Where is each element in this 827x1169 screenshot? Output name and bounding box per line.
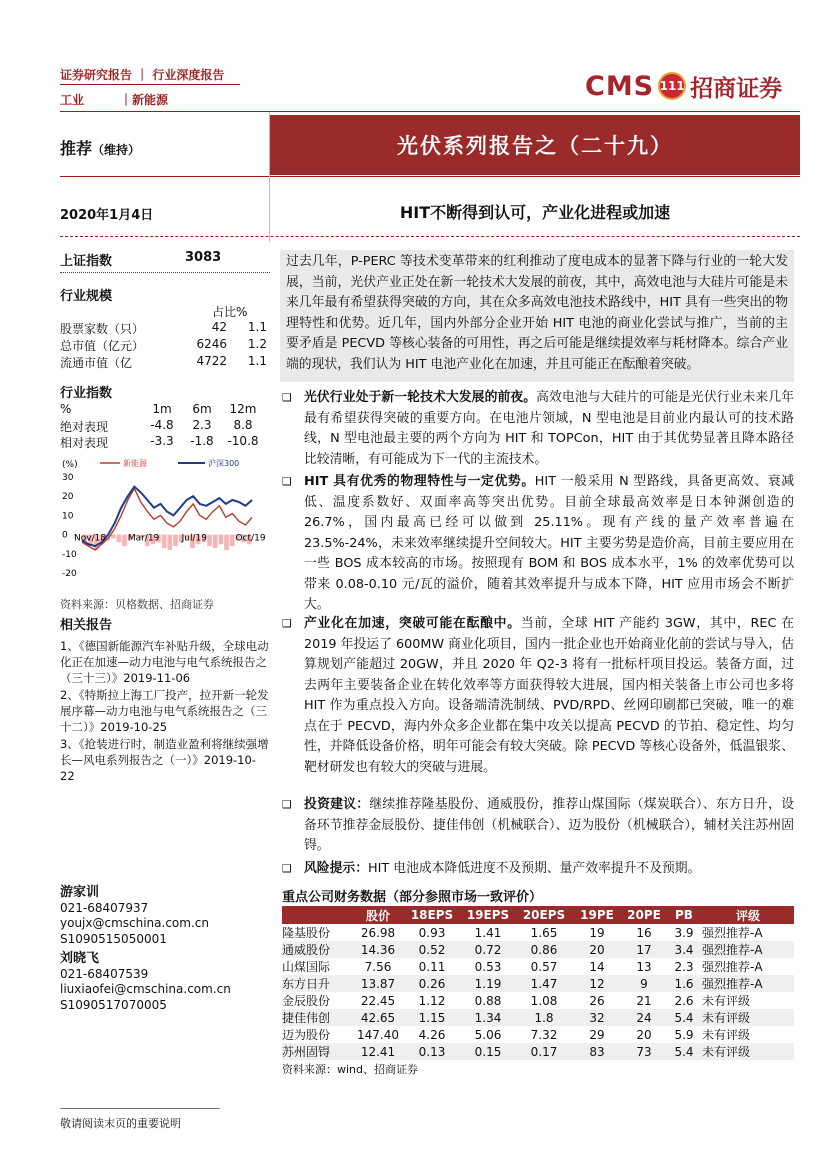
legend-label-csi300: 沪深300 xyxy=(208,459,240,468)
logo-badge-icon: 111 xyxy=(658,72,686,100)
index-perf-value: -3.3 xyxy=(150,434,174,448)
table-row xyxy=(282,958,794,975)
bullet-point xyxy=(282,614,794,778)
subtitle-rule xyxy=(60,236,800,237)
relative-bar xyxy=(117,535,122,543)
table-header: 股价 xyxy=(352,906,404,924)
table-cell: 5.9 xyxy=(674,1027,694,1042)
scale-row-pct: 1.2 xyxy=(247,337,267,351)
bullet-heading: 风险提示： xyxy=(304,861,368,876)
company-name-cell: 东方日升 xyxy=(282,975,352,992)
table-cell: 1.19 xyxy=(460,975,516,992)
report-subtitle: HIT不断得到认可，产业化进程或加速 xyxy=(399,203,671,222)
author-name: 游家训 xyxy=(60,885,100,900)
scale-row xyxy=(60,320,270,337)
report-title: 光伏系列报告之（二十九） xyxy=(270,115,800,175)
table-cell: 0.88 xyxy=(474,993,502,1008)
table-header: 19PE xyxy=(572,906,622,924)
scale-row-label: 流通市值（亿 xyxy=(60,356,133,370)
report-category: 证券研究报告 ｜ 行业深度报告 xyxy=(60,68,225,82)
y-tick-label: 0 xyxy=(62,530,68,541)
table-source: 资料来源：wind、招商证券 xyxy=(282,1063,419,1076)
company-name-cell: 迈为股份 xyxy=(282,1028,331,1042)
table-cell: 5.4 xyxy=(666,1009,702,1026)
index-perf-row xyxy=(60,418,270,434)
rating-cell: 强烈推荐-A xyxy=(702,960,763,974)
bullet-text: HIT 电池成本降低进度不及预期、量产效率提升不及预期。 xyxy=(367,861,701,876)
table-cell: 1.34 xyxy=(460,1009,516,1026)
summary-box: 过去几年，P-PERC 等技术变革带来的红利推动了度电成本的显著下降与行业的一轮大发展，当前，光伏产业正处在新一轮技术大发展的前夜，其中，高效电池与大硅片可能是未来几年最有希望获得突破的方向，其在众多高效电池技术路线中，HIT 具有一些突出的物理特性和优势。近几年，国内外部分企业开始 HIT 电池的商业化尝试与推广，当前的主要矛盾是 PECVD 等核心装备的可用性，再之后可能是继续提效率与耗材降本。综合产业端的现状，我们认为 HIT 电池产业化在加速，并且可能正在酝酿着突破。 xyxy=(280,250,794,382)
table-row xyxy=(282,992,794,1009)
relative-bar xyxy=(122,535,127,547)
table-header: 18EPS xyxy=(404,906,460,924)
rating-cell: 强烈推荐-A xyxy=(702,941,794,958)
table-header: 评级 xyxy=(702,906,794,924)
bullet-text: 高效电池与大硅片的可能是光伏行业未来几年最有希望获得突破的重要方向。在电池片领域，N 型电池是目前业内最认可的技术路线，N 型电池最主要的两个方向为 HIT 和 TOPCon，HIT 由于其优势显著且降本路径比较清晰，有可能成为下一代的主流技术。 xyxy=(304,390,795,467)
table-cell: 0.53 xyxy=(474,959,502,974)
bullet-heading: HIT 具有优秀的物理特性与一定优势。 xyxy=(304,474,535,489)
table-cell: 13.87 xyxy=(352,975,404,992)
y-tick-label: 30 xyxy=(62,473,74,483)
bullet-text: HIT 一般采用 N 型路线，具备更高效、衰减低、温度系数好、双面率高等突出优势。目前全球最高效率是日本钟渊创造的 26.7%，国内最高已经可以做到 25.11%。现有产线的量产效率普遍在 23.5%-24%，未来效率继续提升空间较大。HIT 主要劣势是造价高，目前主要应用在一些 BOS 成本较高的市场。按照现有 BOM 和 BOS 成本水平，1% 的效率优势可以带来 0.08-0.10 元/瓦的溢价，随着其效率提升与成本下降，HIT 应用市场会不断扩大。 xyxy=(304,474,794,612)
author-email[interactable]: liuxiaofei@cmschina.com.cn xyxy=(60,982,231,996)
relative-bar xyxy=(224,535,229,550)
table-cell: 0.57 xyxy=(530,959,558,974)
table-row xyxy=(282,924,794,941)
footer-note: 敬请阅读末页的重要说明 xyxy=(60,1117,181,1130)
table-cell: 13 xyxy=(636,959,652,974)
table-cell: 24 xyxy=(622,1009,666,1026)
cms-logo xyxy=(585,70,782,102)
rating-cell: 未有评级 xyxy=(702,1028,751,1042)
table-cell: 26 xyxy=(589,993,605,1008)
relative-bar xyxy=(207,535,212,547)
index-value: 3083 xyxy=(185,250,222,265)
author-email[interactable]: youjx@cmschina.com.cn xyxy=(60,916,209,930)
table-cell: 12.41 xyxy=(352,1043,404,1060)
table-cell: 32 xyxy=(572,1009,622,1026)
checkbox-icon: ❑ xyxy=(282,475,292,488)
table-cell: 1.65 xyxy=(530,925,558,940)
table-cell: 14 xyxy=(589,959,605,974)
x-tick-label: Mar/19 xyxy=(127,533,160,544)
checkbox-icon: ❑ xyxy=(282,798,292,811)
table-cell: 22.45 xyxy=(360,993,396,1008)
table-cell: 16 xyxy=(636,925,652,940)
relative-bar xyxy=(168,535,173,550)
bullet-point xyxy=(282,795,794,857)
x-tick-label: Nov/18 xyxy=(74,533,107,544)
table-header: 19EPS xyxy=(460,906,516,924)
table-row xyxy=(282,1043,794,1060)
table-cell: 0.86 xyxy=(516,941,572,958)
scale-row xyxy=(60,354,270,371)
table-cell: 1.47 xyxy=(516,975,572,992)
table-cell: 26.98 xyxy=(360,925,396,940)
y-tick-label: 20 xyxy=(62,492,74,503)
relative-bar xyxy=(230,535,235,547)
table-header xyxy=(282,906,352,924)
company-name-cell: 苏州固锝 xyxy=(282,1043,352,1060)
table-cell: 3.9 xyxy=(674,925,694,940)
index-perf-header xyxy=(60,402,270,418)
scale-row-value: 4722 xyxy=(196,354,227,368)
table-cell: 0.52 xyxy=(404,941,460,958)
bullet-point xyxy=(282,472,794,616)
vertical-divider xyxy=(269,112,270,242)
table-cell: 29 xyxy=(589,1027,605,1042)
table-header: 20EPS xyxy=(516,906,572,924)
company-name-cell: 金辰股份 xyxy=(282,994,331,1008)
author-name: 刘晓飞 xyxy=(60,951,100,966)
bullet-text: 当前，全球 HIT 产能约 3GW，其中，REC 在 2019 年投运了 600MW 商业化项目，国内一批企业也开始商业化前的尝试与导入，估算规划产能超过 20GW，并且 2020 年 Q2-3 将有一批标杆项目投运。装备方面，过去两年主要装备企业在转化效率等方面获得较大进展，国内相关装备上市公司也多将 HIT 作为重点投入方向。设备端清洗制绒、PVD/RPD、丝网印刷都已突破，唯一的难点在于 PECVD，海内外众多企业都在集中攻关以提高 PECVD 的节拍、稳定性、均匀性，并降低设备价格，明年可能会有较大突破。除 PECVD 等核心设备外，低温银浆、靶材研发也有较大的突破与进展。 xyxy=(304,616,794,775)
index-row xyxy=(60,250,221,269)
table-cell: 12 xyxy=(572,975,622,992)
table-cell: 1.6 xyxy=(666,975,702,992)
table-cell: 83 xyxy=(572,1043,622,1060)
table-cell: 5.06 xyxy=(474,1027,502,1042)
company-name-cell: 通威股份 xyxy=(282,941,352,958)
rating-cell: 未有评级 xyxy=(702,1043,794,1060)
table-cell: 9 xyxy=(622,975,666,992)
index-perf-row xyxy=(60,434,270,450)
company-name-cell: 隆基股份 xyxy=(282,926,331,940)
rating-main: 推荐 xyxy=(60,139,93,158)
related-report-item[interactable]: 2、《特斯拉上海工厂投产，拉开新一轮发展序幕—动力电池与电气系统报告之（三十二）》2019-10-25 xyxy=(60,688,269,734)
footer-rule xyxy=(60,1108,220,1109)
report-sector: 工业 ｜新能源 xyxy=(60,93,169,107)
scale-row-value: 6246 xyxy=(196,337,227,351)
table-row xyxy=(282,941,794,958)
rating xyxy=(60,136,140,159)
table-cell: 20 xyxy=(572,941,622,958)
bullet-text: 继续推荐隆基股份、通威股份，推荐山煤国际（煤炭联合）、东方日升，设备环节推荐金辰股份、捷佳伟创（机械联合）、迈为股份（机械联合），辅材关注苏州固锝。 xyxy=(304,797,794,853)
bullet-point xyxy=(282,859,794,880)
x-tick-label: Oct/19 xyxy=(235,533,266,544)
table-cell: 1.12 xyxy=(418,993,446,1008)
index-perf-label: 相对表现 xyxy=(60,436,109,450)
index-perf-value: -10.8 xyxy=(227,434,259,448)
legend-label-renewable: 新能源 xyxy=(123,459,147,468)
y-tick-label: -10 xyxy=(62,549,77,560)
index-perf-table xyxy=(60,402,270,450)
relative-bar xyxy=(162,535,167,548)
table-cell: 1.8 xyxy=(516,1009,572,1026)
scale-row-pct: 1.1 xyxy=(247,320,267,334)
author-license: S1090515050001 xyxy=(60,931,167,946)
chart-source: 资料来源：贝格数据、招商证券 xyxy=(60,598,214,611)
index-label: 上证指数 xyxy=(60,254,113,269)
financial-table-title: 重点公司财务数据（部分参照市场一致评价） xyxy=(282,890,543,905)
table-cell: 1.41 xyxy=(474,925,502,940)
table-cell: 1.15 xyxy=(404,1009,460,1026)
author-phone: 021-68407539 xyxy=(60,966,149,981)
table-row xyxy=(282,1026,794,1043)
index-perf-value: -1.8 xyxy=(190,434,214,448)
table-cell: 0.13 xyxy=(404,1043,460,1060)
checkbox-icon: ❑ xyxy=(282,617,292,630)
related-report-item[interactable]: 3、《抢装进行时，制造业盈利将继续强增长—风电系列报告之（一）》2019-10-22 xyxy=(60,737,269,783)
financial-table xyxy=(282,906,794,1060)
table-row xyxy=(282,1009,794,1026)
logo-cms-text: CMS xyxy=(585,70,655,102)
table-cell: 3.4 xyxy=(666,941,702,958)
table-cell: 7.32 xyxy=(530,1027,558,1042)
scale-row-label: 总市值（亿元） xyxy=(60,339,145,353)
table-cell: 21 xyxy=(636,993,652,1008)
y-tick-label: 10 xyxy=(62,511,74,522)
index-perf-col: 1m xyxy=(152,402,172,416)
chart-ylabel: (%) xyxy=(62,460,78,470)
table-cell: 0.93 xyxy=(418,925,446,940)
author-block xyxy=(60,885,231,1013)
table-row xyxy=(282,975,794,992)
related-report-item[interactable]: 1、《德国新能源汽车补贴升级，全球电动化正在加速—动力电池与电气系统报告之（三十三）》2019-11-06 xyxy=(60,639,269,685)
author-license: S1090517070005 xyxy=(60,997,167,1012)
industry-scale-title: 行业规模 xyxy=(60,289,113,304)
index-perf-value: 8.8 xyxy=(233,418,253,432)
table-cell: 1.08 xyxy=(530,993,558,1008)
relative-bar xyxy=(213,535,218,548)
rating-cell: 强烈推荐-A xyxy=(702,975,794,992)
author-phone: 021-68407937 xyxy=(60,900,149,915)
index-perf-col: % xyxy=(60,402,72,416)
scale-row-value: 42 xyxy=(211,320,227,334)
scale-row-label: 股票家数（只） xyxy=(60,322,145,336)
index-rule xyxy=(60,272,270,273)
table-cell: 20 xyxy=(636,1027,652,1042)
table-header: 20PE xyxy=(622,906,666,924)
table-header-row xyxy=(282,906,794,924)
logo-cn-text: 招商证券 xyxy=(690,75,783,102)
rating-sub: （维持） xyxy=(92,143,141,157)
table-cell: 0.26 xyxy=(404,975,460,992)
checkbox-icon: ❑ xyxy=(282,862,292,875)
rating-cell: 未有评级 xyxy=(702,994,751,1008)
industry-index-title: 行业指数 xyxy=(60,386,113,401)
checkbox-icon: ❑ xyxy=(282,391,292,404)
table-cell: 4.26 xyxy=(418,1027,446,1042)
table-cell: 2.6 xyxy=(674,993,694,1008)
scale-pct-header: 占比% xyxy=(212,305,248,319)
index-perf-col: 12m xyxy=(229,402,257,416)
table-cell: 0.72 xyxy=(460,941,516,958)
x-tick-label: Jul/19 xyxy=(181,533,208,544)
header-divider xyxy=(60,84,240,85)
table-cell: 17 xyxy=(622,941,666,958)
table-cell: 14.36 xyxy=(352,941,404,958)
y-tick-label: -20 xyxy=(62,569,77,579)
table-cell: 0.11 xyxy=(418,959,446,974)
company-name-cell: 捷佳伟创 xyxy=(282,1009,352,1026)
table-cell: 0.15 xyxy=(460,1043,516,1060)
bullet-heading: 光伏行业处于新一轮技术大发展的前夜。 xyxy=(304,390,537,405)
rating-cell: 强烈推荐-A xyxy=(702,926,763,940)
rating-cell: 未有评级 xyxy=(702,1009,794,1026)
title-rule xyxy=(60,176,800,177)
scale-row xyxy=(60,337,270,354)
index-perf-col: 6m xyxy=(192,402,212,416)
index-perf-value: 2.3 xyxy=(192,418,212,432)
header-rule xyxy=(60,111,800,112)
table-header: PB xyxy=(666,906,702,924)
relative-bar xyxy=(111,535,116,539)
table-cell: 19 xyxy=(589,925,605,940)
index-chart xyxy=(60,455,270,580)
table-cell: 5.4 xyxy=(666,1043,702,1060)
related-reports xyxy=(60,638,270,784)
bullet-heading: 投资建议： xyxy=(304,797,370,812)
scale-row-pct: 1.1 xyxy=(247,354,267,368)
table-cell: 2.3 xyxy=(674,959,694,974)
index-perf-label: 绝对表现 xyxy=(60,420,109,434)
related-title: 相关报告 xyxy=(60,618,113,633)
company-name-cell: 山煤国际 xyxy=(282,960,331,974)
table-cell: 73 xyxy=(622,1043,666,1060)
table-cell: 42.65 xyxy=(352,1009,404,1026)
bullet-heading: 产业化在加速，突破可能在酝酿中。 xyxy=(304,616,521,631)
relative-bar xyxy=(219,535,224,545)
table-cell: 0.17 xyxy=(516,1043,572,1060)
relative-bar xyxy=(173,535,178,547)
report-date: 2020年1月4日 xyxy=(60,208,154,223)
bullet-point xyxy=(282,388,794,470)
table-cell: 7.56 xyxy=(364,959,392,974)
scale-table xyxy=(60,320,270,371)
index-perf-value: -4.8 xyxy=(150,418,174,432)
table-cell: 147.40 xyxy=(357,1027,399,1042)
